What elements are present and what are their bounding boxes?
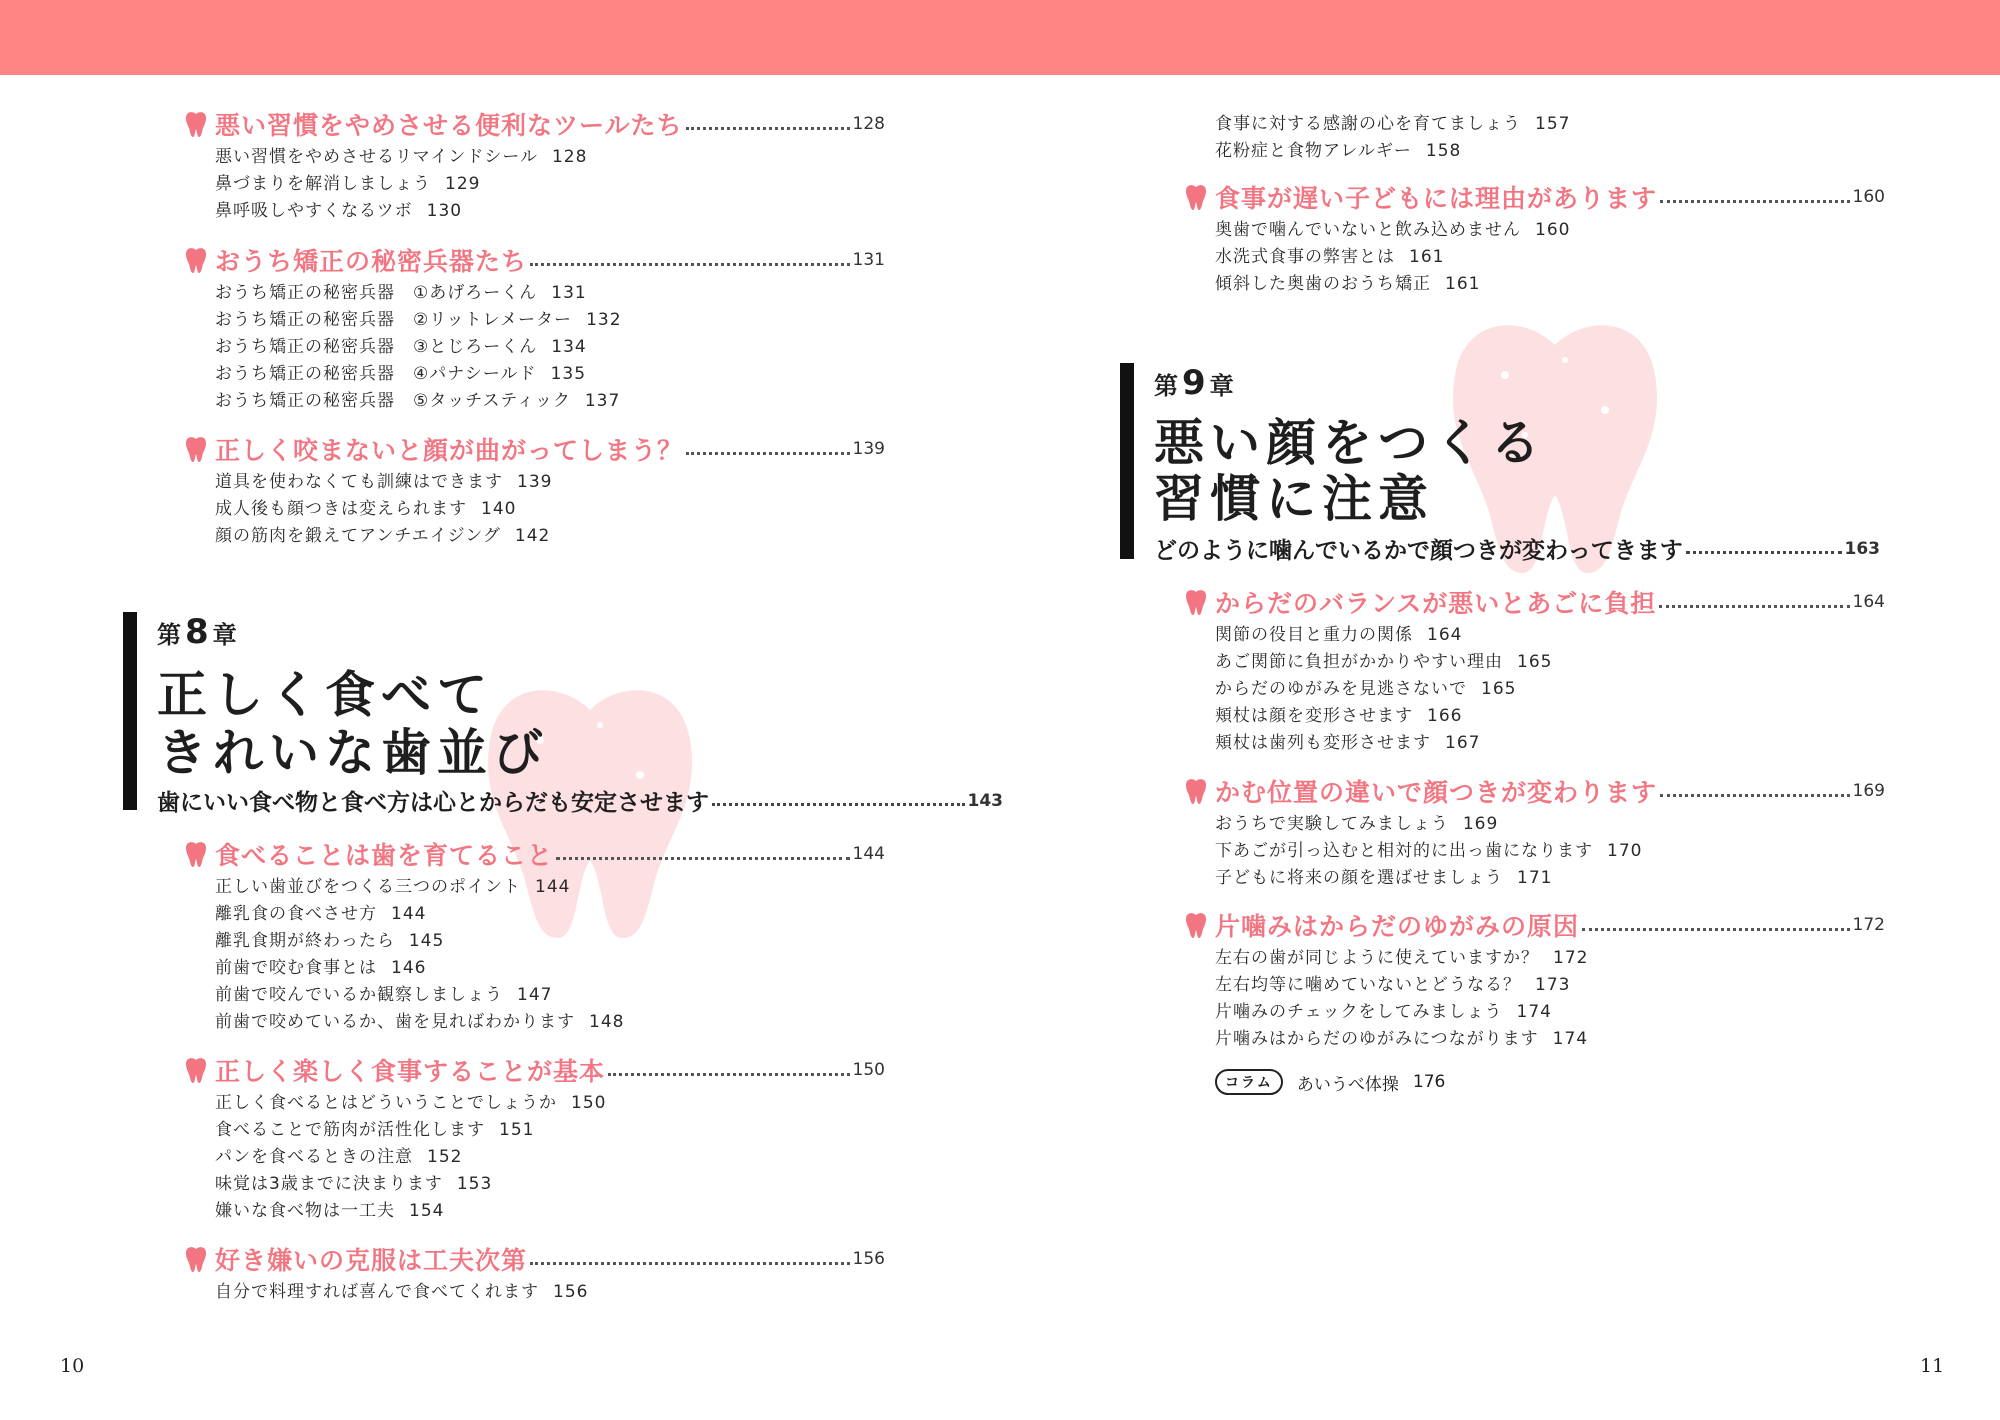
- dot-leader: [530, 1262, 850, 1265]
- entry-list: [185, 280, 885, 415]
- entry-page: 156: [553, 1282, 589, 1302]
- section-title: からだのバランスが悪いとあごに負担: [1215, 589, 1657, 618]
- toc-entry[interactable]: [215, 955, 885, 982]
- entry-text: パンを食べるときの注意: [215, 1147, 413, 1167]
- section-title: 片噛みはからだのゆがみの原因: [1215, 912, 1580, 941]
- entry-page: 153: [456, 1174, 493, 1194]
- toc-entry[interactable]: [215, 1117, 885, 1144]
- chapter-bar: [1120, 363, 1134, 559]
- entry-page: 157: [1535, 114, 1571, 134]
- toc-section: [1185, 177, 1885, 298]
- section-heading[interactable]: [185, 1050, 885, 1090]
- toc-entry[interactable]: [215, 1198, 885, 1225]
- tooth-icon: [1185, 184, 1207, 210]
- entry-list: [185, 1279, 885, 1306]
- entry-text: 奥歯で噛んでいないと飲み込めません: [1215, 220, 1521, 240]
- entry-text: 前歯で咬んでいるか観察しましょう: [215, 985, 503, 1005]
- tooth-icon: [185, 841, 207, 867]
- section-title: 食事が遅い子どもには理由があります: [1215, 184, 1658, 213]
- toc-section: [185, 1239, 885, 1306]
- entry-page: 152: [427, 1147, 463, 1167]
- continued-entry-list: [1185, 111, 1570, 165]
- toc-entry[interactable]: [1215, 999, 1885, 1026]
- entry-page: 158: [1425, 141, 1462, 161]
- entry-page: 144: [535, 877, 571, 897]
- chapter-subtitle: 歯にいい食べ物と食べ方は心とからだも安定させます: [157, 790, 709, 816]
- tooth-icon: [185, 1057, 207, 1083]
- section-page-number: 160: [1852, 187, 1885, 207]
- entry-text: 鼻呼吸しやすくなるツボ: [215, 201, 413, 221]
- column-entry[interactable]: [1215, 1069, 1445, 1095]
- chapter-prefix: 第: [157, 621, 181, 649]
- entry-text: おうちで実験してみましょう: [1215, 814, 1449, 834]
- chapter-page-number: 163: [1844, 538, 1880, 559]
- toc-entry[interactable]: [215, 388, 885, 415]
- entry-text: 片噛みのチェックをしてみましょう: [1215, 1002, 1503, 1022]
- toc-section: [185, 429, 885, 550]
- tooth-icon: [185, 436, 207, 462]
- column-badge: コラム: [1215, 1069, 1283, 1095]
- entry-text: おうち矯正の秘密兵器 ⑤タッチスティック: [215, 391, 571, 411]
- section-title: 好き嫌いの克服は工夫次第: [215, 1246, 528, 1275]
- dot-leader: [556, 857, 850, 860]
- entry-page: 132: [586, 310, 622, 330]
- entry-text: おうち矯正の秘密兵器 ③とじろーくん: [215, 337, 538, 357]
- chapter-page-number: 143: [967, 790, 1003, 811]
- entry-text: 正しい歯並びをつくる三つのポイント: [215, 877, 521, 897]
- entry-text: おうち矯正の秘密兵器 ④パナシールド: [215, 364, 537, 384]
- entry-list: [185, 469, 885, 550]
- chapter-number: 9: [1182, 363, 1206, 403]
- entry-page: 139: [517, 472, 553, 492]
- right-page: [1000, 0, 2000, 1420]
- entry-page: 145: [408, 931, 445, 951]
- entry-page: 140: [481, 499, 517, 519]
- entry-text: 左右の歯が同じように使えていますか？: [1215, 948, 1539, 968]
- entry-page: 130: [426, 201, 463, 221]
- chapter-title-line1: 正しく食べて: [157, 666, 493, 724]
- entry-text: 頬杖は顔を変形させます: [1215, 706, 1413, 726]
- chapter-suffix: 章: [212, 621, 237, 649]
- section-page-number: 144: [852, 844, 885, 864]
- tooth-icon: [1185, 778, 1207, 804]
- toc-entry[interactable]: [215, 874, 885, 901]
- column-text: あいうべ体操: [1296, 1074, 1399, 1095]
- tooth-icon: [185, 111, 207, 137]
- dot-leader: [1660, 200, 1850, 203]
- toc-entry[interactable]: [1215, 730, 1885, 757]
- section-title: 正しく咬まないと顔が曲がってしまう？: [215, 436, 684, 465]
- toc-entry[interactable]: [215, 361, 885, 388]
- entry-text: 水洗式食事の弊害とは: [1215, 247, 1395, 267]
- dot-leader: [712, 803, 965, 806]
- toc-entry[interactable]: [215, 928, 885, 955]
- section-page-number: 164: [1852, 592, 1885, 612]
- toc-entry[interactable]: [1215, 676, 1885, 703]
- toc-entry[interactable]: [1215, 972, 1885, 999]
- entry-page: 146: [391, 958, 427, 978]
- entry-page: 164: [1427, 625, 1463, 645]
- tooth-icon: [185, 247, 207, 273]
- section-heading[interactable]: [185, 834, 885, 874]
- toc-entry[interactable]: [1215, 838, 1885, 865]
- toc-entry[interactable]: [215, 307, 885, 334]
- entry-page: 151: [499, 1120, 535, 1140]
- entry-text: 前歯で咬めているか、歯を見ればわかります: [215, 1012, 575, 1032]
- entry-page: 144: [391, 904, 427, 924]
- entry-page: 137: [584, 391, 621, 411]
- entry-list: [1185, 217, 1885, 298]
- toc-section: [185, 834, 885, 1036]
- toc-entry[interactable]: [215, 198, 885, 225]
- section-title: 正しく楽しく食事することが基本: [215, 1057, 606, 1086]
- toc-entry[interactable]: [1215, 217, 1885, 244]
- entry-text: 味覚は3歳までに決まります: [215, 1174, 443, 1194]
- chapter-title-line2: きれいな歯並び: [157, 724, 549, 782]
- section-title: 悪い習慣をやめさせる便利なツールたち: [215, 111, 683, 140]
- entry-page: 131: [551, 283, 587, 303]
- toc-entry[interactable]: [1215, 1026, 1885, 1053]
- entry-text: 道具を使わなくても訓練はできます: [215, 472, 503, 492]
- entry-page: 167: [1445, 733, 1481, 753]
- entry-list: [1185, 811, 1885, 892]
- toc-entry[interactable]: [215, 1144, 885, 1171]
- entry-text: 左右均等に噛めていないとどうなる？: [1215, 975, 1521, 995]
- section-title: かむ位置の違いで顔つきが変わります: [1215, 778, 1658, 807]
- toc-section: [185, 1050, 885, 1225]
- entry-page: 165: [1517, 652, 1553, 672]
- entry-page: 160: [1535, 220, 1571, 240]
- section-heading[interactable]: [185, 104, 885, 144]
- section-page-number: 169: [1852, 781, 1885, 801]
- entry-page: 147: [517, 985, 553, 1005]
- entry-text: 花粉症と食物アレルギー: [1215, 141, 1412, 161]
- entry-text: おうち矯正の秘密兵器 ②リットレメーター: [215, 310, 573, 330]
- toc-entry[interactable]: [215, 523, 885, 550]
- dot-leader: [1686, 551, 1842, 554]
- entry-text: 悪い習慣をやめさせるリマインドシール: [215, 147, 538, 167]
- toc-entry[interactable]: [215, 901, 885, 928]
- toc-entry[interactable]: [215, 334, 885, 361]
- entry-page: 154: [409, 1201, 445, 1221]
- entry-list: [185, 874, 885, 1036]
- toc-entry[interactable]: [1215, 244, 1885, 271]
- section-page-number: 139: [852, 439, 885, 459]
- entry-text: 離乳食期が終わったら: [215, 931, 395, 951]
- entry-text: 前歯で咬む食事とは: [215, 958, 377, 978]
- toc-section: [1185, 582, 1885, 757]
- section-heading[interactable]: [1185, 771, 1885, 811]
- section-title: 食べることは歯を育てること: [215, 841, 554, 870]
- section-page-number: 172: [1852, 915, 1885, 935]
- section-heading[interactable]: [185, 429, 885, 469]
- chapter-bar: [123, 612, 137, 810]
- entry-text: 顔の筋肉を鍛えてアンチエイジング: [215, 526, 501, 546]
- entry-page: 166: [1427, 706, 1463, 726]
- toc-entry[interactable]: [1215, 945, 1885, 972]
- chapter-suffix: 章: [1209, 372, 1234, 400]
- section-heading[interactable]: [1185, 905, 1885, 945]
- entry-page: 129: [445, 174, 481, 194]
- entry-page: 174: [1516, 1002, 1552, 1022]
- entry-page: 148: [589, 1012, 625, 1032]
- tooth-icon: [1185, 912, 1207, 938]
- entry-text: 自分で料理すれば喜んで食べてくれます: [215, 1282, 539, 1302]
- tooth-icon: [185, 1246, 207, 1272]
- entry-text: 関節の役目と重力の関係: [1215, 625, 1413, 645]
- chapter-subtitle-row: [157, 784, 1003, 817]
- entry-list: [1185, 622, 1885, 757]
- dot-leader: [686, 452, 850, 455]
- toc-entry[interactable]: [1215, 865, 1885, 892]
- entry-text: 成人後も顔つきは変えられます: [215, 499, 467, 519]
- entry-page: 142: [514, 526, 551, 546]
- dot-leader: [608, 1073, 850, 1076]
- toc-entry[interactable]: [1215, 811, 1885, 838]
- toc-section: [185, 240, 885, 415]
- toc-entry[interactable]: [1215, 111, 1570, 138]
- chapter-title-line1: 悪い顔をつくる: [1154, 414, 1546, 472]
- entry-list: [185, 144, 885, 225]
- section-page-number: 128: [852, 114, 885, 134]
- toc-entry[interactable]: [215, 982, 885, 1009]
- toc-entry[interactable]: [215, 144, 885, 171]
- entry-page: 174: [1552, 1029, 1589, 1049]
- entry-list: [1185, 945, 1885, 1053]
- section-title: おうち矯正の秘密兵器たち: [215, 247, 528, 276]
- toc-entry[interactable]: [215, 171, 885, 198]
- column-page: 176: [1412, 1072, 1446, 1092]
- toc-entry[interactable]: [1215, 703, 1885, 730]
- chapter-title-line2: 習慣に注意: [1154, 470, 1434, 528]
- section-heading[interactable]: [185, 1239, 885, 1279]
- chapter-prefix: 第: [1154, 372, 1178, 400]
- entry-text: 片噛みはからだのゆがみにつながります: [1215, 1029, 1539, 1049]
- toc-entry[interactable]: [215, 1090, 885, 1117]
- entry-text: 子どもに将来の顔を選ばせましょう: [1215, 868, 1503, 888]
- entry-text: 正しく食べるとはどういうことでしょうか: [215, 1093, 557, 1113]
- dot-leader: [1660, 794, 1850, 797]
- toc-entry[interactable]: [215, 280, 885, 307]
- toc-entry[interactable]: [1215, 271, 1885, 298]
- entry-page: 170: [1607, 841, 1643, 861]
- chapter-heading[interactable]: [123, 612, 1003, 816]
- toc-entry[interactable]: [215, 1279, 885, 1306]
- entry-text: 食事に対する感謝の心を育てましょう: [1215, 114, 1521, 134]
- toc-entry[interactable]: [1215, 138, 1570, 165]
- toc-entry[interactable]: [215, 469, 885, 496]
- entry-page: 165: [1481, 679, 1517, 699]
- entry-page: 173: [1535, 975, 1571, 995]
- dot-leader: [530, 263, 850, 266]
- entry-page: 171: [1517, 868, 1553, 888]
- section-heading[interactable]: [1185, 177, 1885, 217]
- dot-leader: [1659, 605, 1849, 608]
- entry-text: 嫌いな食べ物は一工夫: [215, 1201, 395, 1221]
- entry-page: 172: [1553, 948, 1589, 968]
- chapter-label: [157, 612, 237, 652]
- entry-list: [185, 1090, 885, 1225]
- chapter-subtitle-row: [1154, 532, 1880, 565]
- entry-page: 161: [1409, 247, 1445, 267]
- toc-entry[interactable]: [215, 1171, 885, 1198]
- page-number: 11: [1920, 1355, 1945, 1377]
- entry-text: 頬杖は歯列も変形させます: [1215, 733, 1431, 753]
- section-page-number: 150: [852, 1060, 885, 1080]
- toc-entry[interactable]: [215, 1009, 885, 1036]
- section-heading[interactable]: [185, 240, 885, 280]
- dot-leader: [1582, 928, 1850, 931]
- section-page-number: 156: [852, 1249, 885, 1269]
- entry-page: 135: [550, 364, 587, 384]
- tooth-icon: [1185, 589, 1207, 615]
- entry-page: 161: [1445, 274, 1481, 294]
- chapter-label: [1154, 363, 1234, 403]
- entry-text: 離乳食の食べさせ方: [215, 904, 377, 924]
- entry-page: 134: [551, 337, 587, 357]
- toc-section: [185, 104, 885, 225]
- toc-entry[interactable]: [1215, 622, 1885, 649]
- entry-page: 169: [1462, 814, 1499, 834]
- toc-entry[interactable]: [215, 496, 885, 523]
- section-page-number: 131: [852, 250, 885, 270]
- entry-text: 傾斜した奥歯のおうち矯正: [1215, 274, 1431, 294]
- toc-section: [1185, 771, 1885, 892]
- toc-entry[interactable]: [1215, 649, 1885, 676]
- page-number: 10: [60, 1355, 85, 1377]
- entry-text: 鼻づまりを解消しましょう: [215, 174, 431, 194]
- section-heading[interactable]: [1185, 582, 1885, 622]
- entry-text: からだのゆがみを見逃さないで: [1215, 679, 1467, 699]
- chapter-heading[interactable]: [1120, 363, 1880, 563]
- entry-page: 128: [551, 147, 588, 167]
- entry-text: 食べることで筋肉が活性化します: [215, 1120, 485, 1140]
- entry-page: 150: [571, 1093, 607, 1113]
- toc-section: [1185, 905, 1885, 1053]
- entry-text: あご関節に負担がかかりやすい理由: [1215, 652, 1503, 672]
- dot-leader: [686, 127, 850, 130]
- entry-text: 下あごが引っ込むと相対的に出っ歯になります: [1215, 841, 1593, 861]
- chapter-number: 8: [185, 612, 209, 652]
- entry-text: おうち矯正の秘密兵器 ①あげろーくん: [215, 283, 538, 303]
- chapter-subtitle: どのように噛んでいるかで顔つきが変わってきます: [1154, 538, 1683, 564]
